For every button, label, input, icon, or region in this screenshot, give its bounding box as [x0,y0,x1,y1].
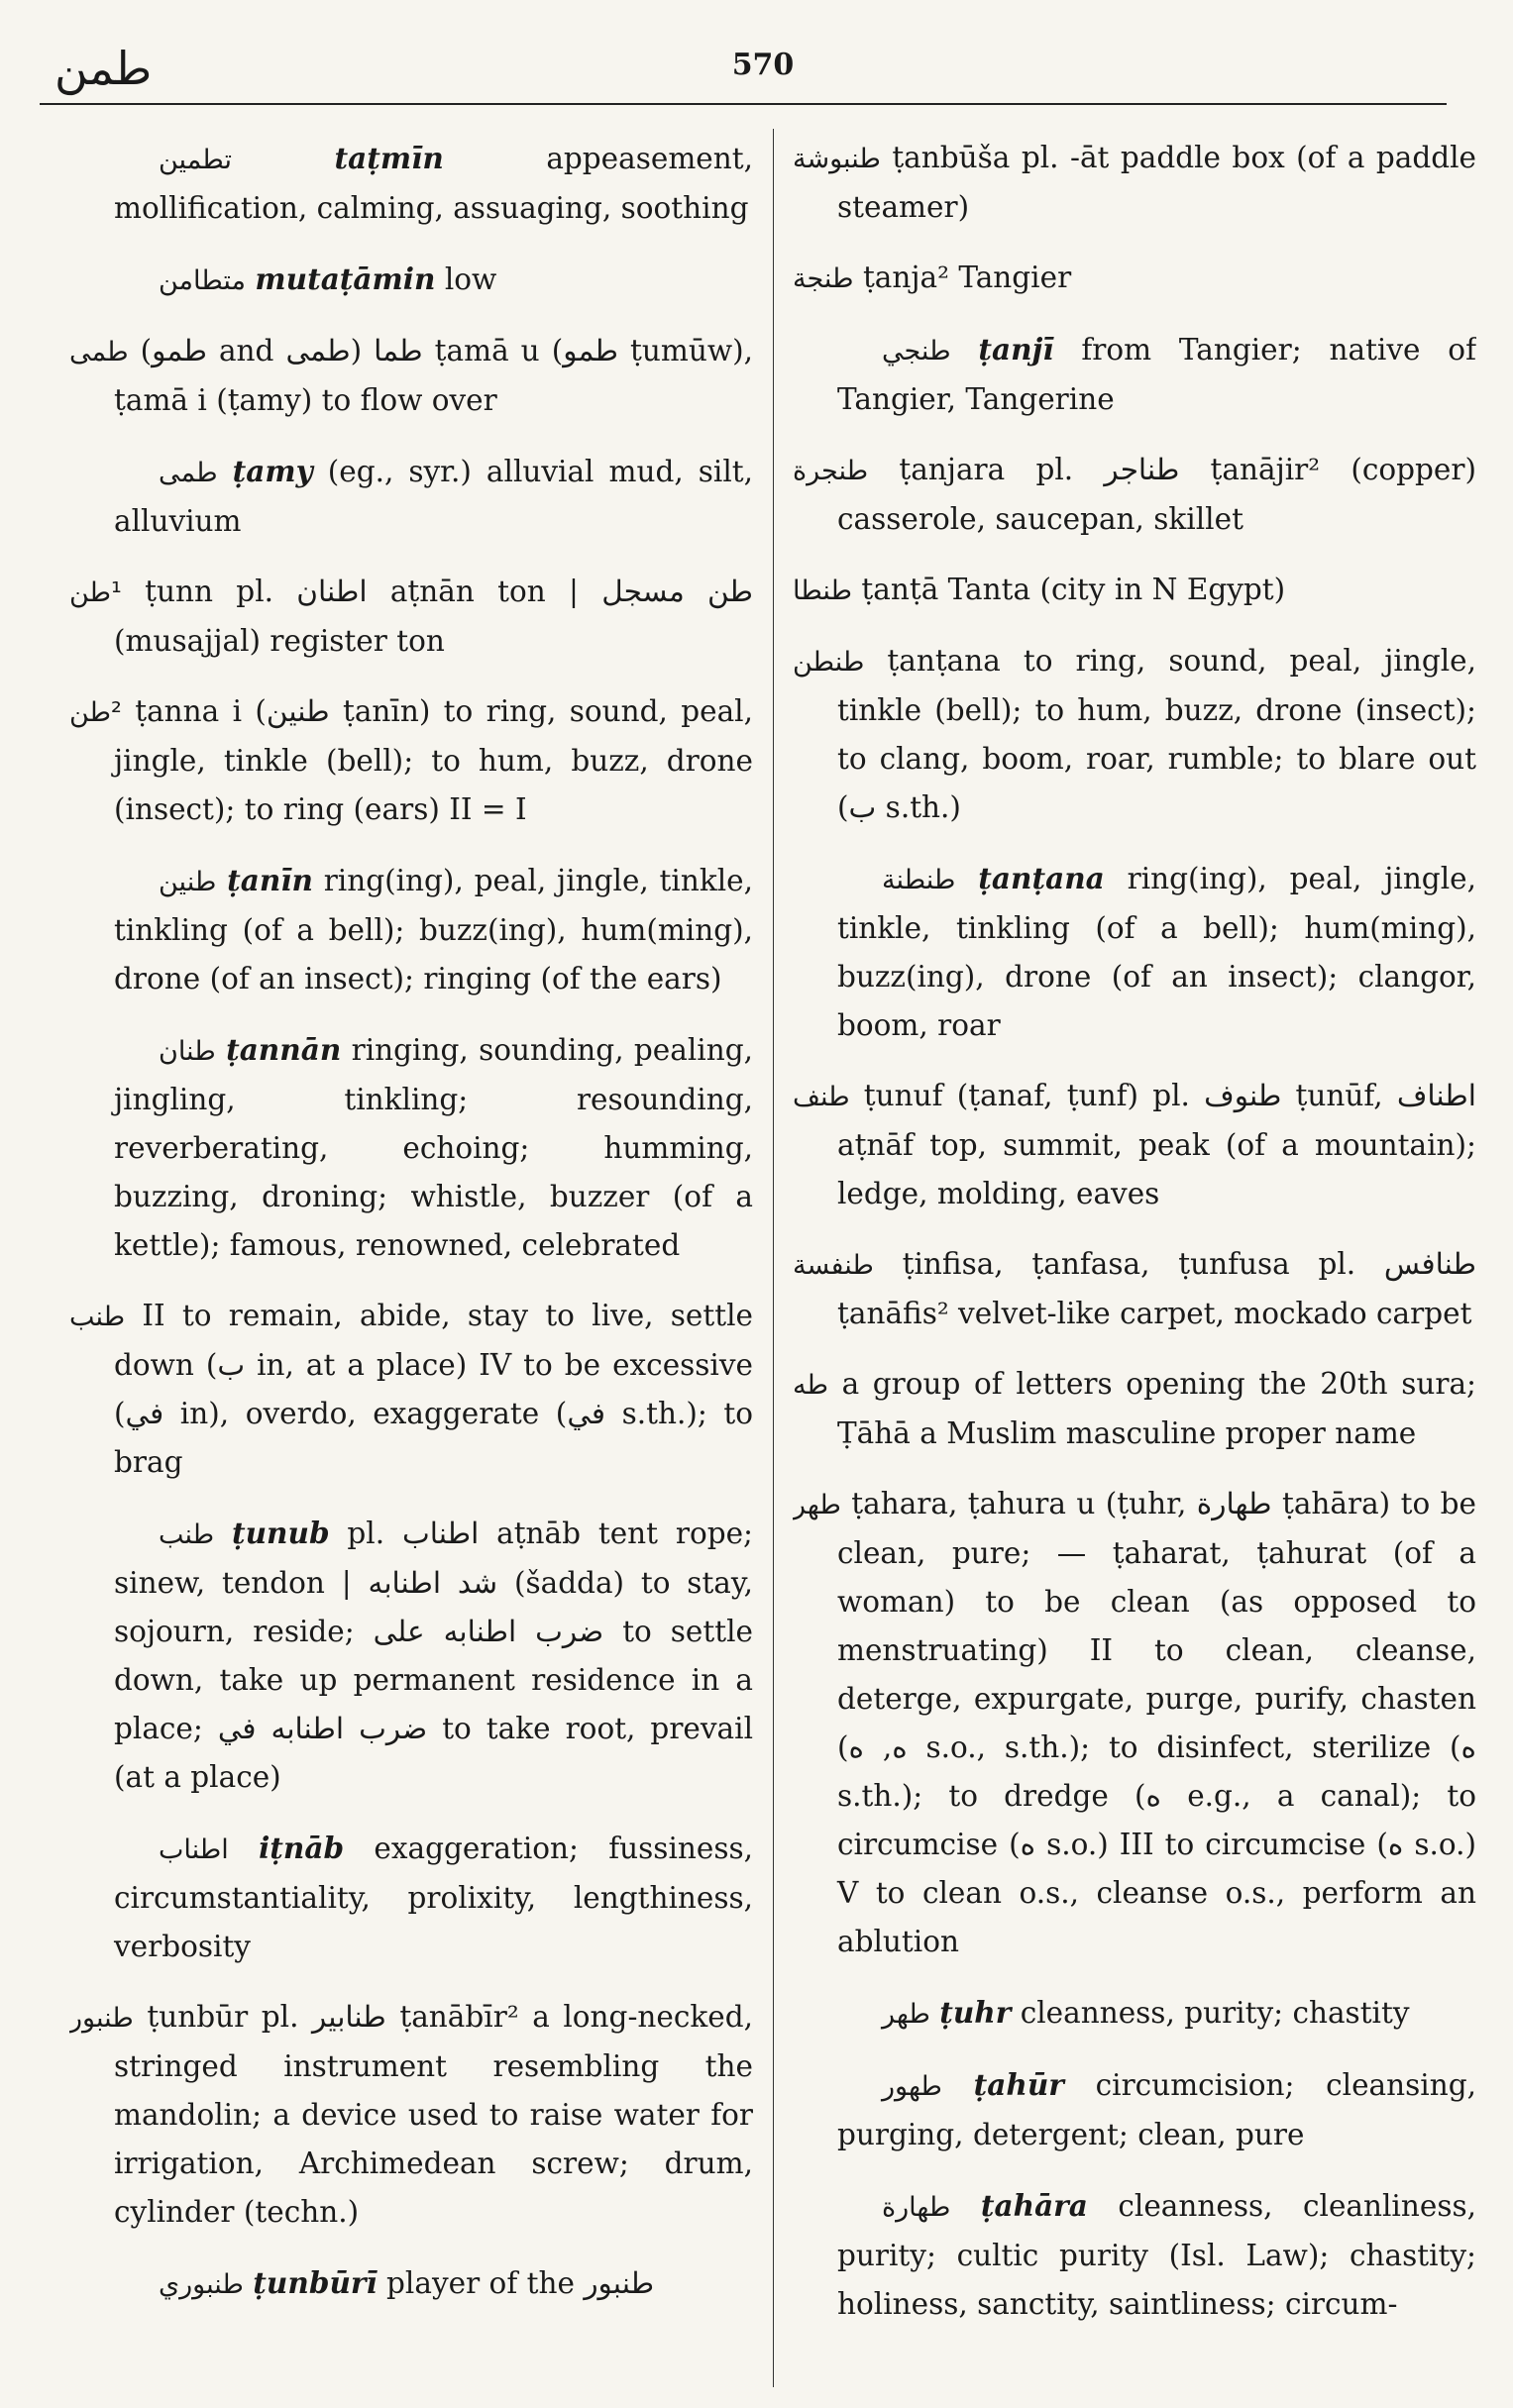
entry-text: ṭanbūša pl. -āt paddle box (of a paddle steamer) [837,141,1476,224]
page-header [40,30,1447,109]
sub-entry [793,2060,1476,2159]
sub-entry [793,2181,1476,2329]
definition: from Tangier; native of Tangier, Tangerine [837,333,1476,416]
entry-text: ṭanṭā Tanta (city in N Egypt) [861,573,1286,606]
arabic-headword: طنطا [793,576,853,606]
definition: exaggeration; fussiness, circumstantiality, prolixity, lengthiness, verbosity [114,1832,753,1963]
arabic-headword: طنفسة [793,1250,874,1281]
entry-text: ṭanja² Tangier [862,261,1072,294]
entry-text: ṭanṭana to ring, sound, peal, jingle, tinkle (bell); to hum, buzz, drone (insect); to clang, boom, roar, rumble; to blare out (ب s.th.) [837,644,1476,824]
arabic-headword: طنجي [882,336,951,366]
sub-entry [793,325,1476,424]
column-divider [773,129,774,2387]
transliteration: mutaṭāmin [255,262,436,296]
definition: ring(ing), peal, jingle, tinkle, tinkling (of a bell); hum(ming), buzz(ing), drone (of an insect); clangor, boom, roar [837,862,1476,1042]
definition: appeasement, mollification, calming, assuaging, soothing [114,142,753,225]
left-column [69,134,753,2382]
root-entry [793,134,1476,232]
arabic-headword: طمى [159,458,218,488]
header-rule [40,103,1447,105]
sub-entry [793,854,1476,1050]
arabic-headword: اطناب [159,1834,229,1865]
root-entry [793,254,1476,303]
root-entry [793,637,1476,832]
root-entry [793,1072,1476,1218]
entry-text: ṭahara, ṭahura u (ṭuhr, طهارة ṭahāra) to be clean, pure; — ṭaharat, ṭahurat (of a woman) to be clean (as opposed to menstruating) II to clean, cleanse, deterge, expurgate, purge, purify, chasten (ه, ه s.o., s.th.); to disinfect, sterilize (ه s.th.); to dredge (ه e.g., a canal); to circumcise (ه s.o.) III to circumcise (ه s.o.) V to clean o.s., cleanse o.s., perform an ablution [837,1487,1476,1958]
transliteration: taṭmīn [334,141,444,175]
entry-text: ṭanna i (طنين ṭanīn) to ring, sound, peal, jingle, tinkle (bell); to hum, buzz, drone (insect); to ring (ears) II = I [114,694,753,826]
sub-entry [793,1988,1476,2039]
header-root-word: طمن [54,42,153,95]
arabic-headword: طنب [159,1519,215,1550]
sub-entry [69,134,753,233]
arabic-headword: طنبور [69,2003,134,2034]
sub-entry [69,1824,753,1971]
arabic-headword: طنان [159,1036,216,1067]
root-entry [69,1993,753,2237]
transliteration: ṭahāra [980,2188,1088,2223]
sub-entry [69,255,753,305]
arabic-headword: طه [793,1370,828,1401]
entry-text: ṭinfisa, ṭanfasa, ṭunfusa pl. طنافس ṭanāfis² velvet-like carpet, mockado carpet [837,1247,1476,1330]
root-entry [793,1240,1476,1338]
definition: ringing, sounding, pealing, jingling, tinkling; resounding, reverberating, echoing; humming, buzzing, droning; whistle, buzzer (of a kettle); famous, renowned, celebrated [114,1033,753,1262]
entry-text: ṭanjara pl. طناجر ṭanājir² (copper) casserole, saucepan, skillet [837,453,1476,536]
arabic-headword: طنجرة [793,456,869,486]
arabic-headword: طنجة [793,263,854,294]
definition: pl. اطناب aṭnāb tent rope; sinew, tendon | شد اطنابه (šadda) to stay, sojourn, reside; ضرب اطنابه على to settle down, take up permanent residence in a place; ضرب اطنابه في to take root, prevail (at a place) [114,1517,753,1794]
arabic-headword: طنطنة [882,865,956,895]
arabic-headword: طنين [159,867,217,897]
entry-text: ṭunuf (ṭanaf, ṭunf) pl. طنوف ṭunūf, اطناف aṭnāf top, summit, peak (of a mountain); ledge, molding, eaves [837,1079,1476,1210]
sub-entry [69,856,753,1003]
sub-entry [69,2258,753,2309]
definition: cleanness, purity; chastity [1020,1996,1410,2030]
entry-text: (طمو and طمى) طما ṭamā u (طمو ṭumūw), ṭamā i (ṭamy) to flow over [114,334,753,417]
root-entry [793,566,1476,615]
arabic-headword: طنبوري [159,2269,244,2300]
transliteration: ṭunub [231,1516,330,1550]
transliteration: ṭanṭana [978,861,1105,895]
arabic-headword: طهر [793,1490,841,1520]
transliteration: ṭunbūrī [253,2265,378,2300]
arabic-headword: طهر [882,1999,930,2030]
arabic-headword: طنب [69,1302,126,1332]
definition: cleanness, cleanliness, purity; cultic purity (Isl. Law); chastity; holiness, sanctity, saintliness; circum- [837,2189,1476,2321]
transliteration: ṭanīn [227,863,313,897]
arabic-headword: طنف [793,1082,850,1112]
transliteration: ṭahūr [973,2067,1064,2102]
sub-entry [69,1509,753,1802]
arabic-headword: طهور [882,2071,942,2102]
transliteration: ṭannān [226,1032,342,1067]
arabic-headword: ¹طن [69,577,122,608]
arabic-headword: طهارة [882,2192,951,2223]
arabic-headword: طنبوشة [793,144,881,174]
definition: player of the طنبور [386,2266,655,2300]
entry-text: ṭunbūr pl. طنابير ṭanābīr² a long-necked, stringed instrument resembling the mandolin; a device used to raise water for irrigation, Archimedean screw; drum, cylinder (techn.) [114,2000,753,2229]
page-number: 570 [731,48,795,82]
root-entry [69,687,753,834]
root-entry [69,327,753,425]
right-column [793,134,1476,2382]
definition: low [444,262,497,296]
entry-text: ṭunn pl. اطنان aṭnān ton | طن مسجل (musajjal) register ton [114,575,753,658]
arabic-headword: ²طن [69,697,122,728]
root-entry [793,1480,1476,1966]
definition: circumcision; cleansing, purging, detergent; clean, pure [837,2068,1476,2151]
transliteration: iṭnāb [259,1831,345,1865]
root-entry [793,446,1476,544]
sub-entry [69,1025,753,1270]
arabic-headword: تطمين [159,145,232,175]
root-entry [69,568,753,666]
arabic-headword: طمى [69,337,129,367]
root-entry [69,1292,753,1487]
sub-entry [69,447,753,546]
entry-text: a group of letters opening the 20th sura; Ṭāhā a Muslim masculine proper name [837,1367,1476,1450]
definition: ring(ing), peal, jingle, tinkle, tinkling (of a bell); buzz(ing), hum(ming), drone (of an insect); ringing (of the ears) [114,864,753,995]
transliteration: ṭanjī [978,332,1054,366]
transliteration: ṭuhr [939,1995,1012,2030]
root-entry [793,1360,1476,1458]
transliteration: ṭamy [232,454,313,488]
arabic-headword: طنطن [793,647,865,678]
definition: (eg., syr.) alluvial mud, silt, alluvium [114,455,753,538]
entry-text: II to remain, abide, stay to live, settle down (ب in, at a place) IV to be excessive (في in), overdo, exaggerate (في s.th.); to brag [114,1299,753,1479]
arabic-headword: متطامن [159,265,247,296]
